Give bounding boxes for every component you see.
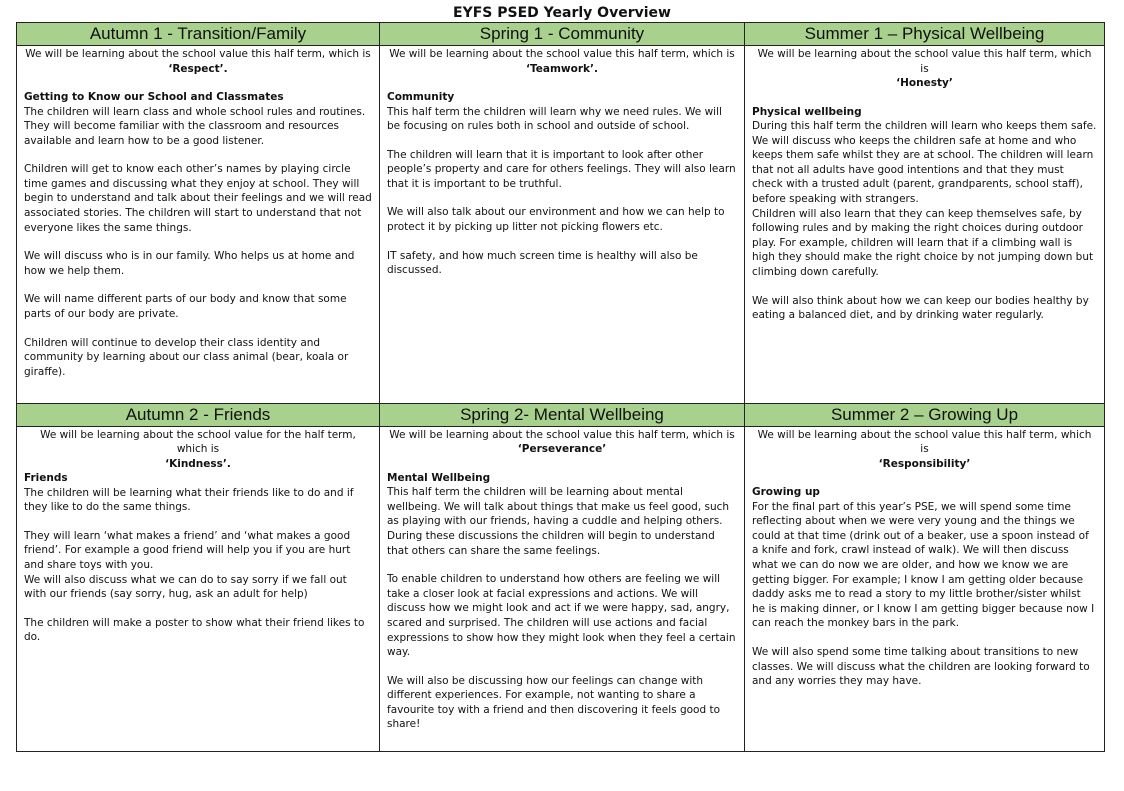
term-cell-summer-1 [745, 46, 1105, 404]
school-value: ‘Perseverance’ [517, 443, 607, 456]
term-header-spring-2: Spring 2- Mental Wellbeing [380, 403, 745, 426]
school-value: ‘Respect’. [168, 62, 228, 75]
term-cell-summer-2 [745, 426, 1105, 751]
paragraph: The children will make a poster to show what their friend likes to do. [24, 616, 365, 644]
content-row-1 [17, 46, 1105, 404]
paragraph: For the final part of this year’s PSE, we will spend some time reflecting about when we were very young and the things we could at that time (drink out of a beaker, use a spoon instead of a knife and fork, crawl instead of walk). We will then discuss what we can do now we are older, and how we know we are getting bigger. For example; I know I am getting older because daddy asks me to read a story to my little brother/sister whilst he is making dinner, or I know I am getting bigger because now I can reach the monkey bars in the park. [752, 500, 1095, 630]
paragraph: This half term the children will learn why we need rules. We will be focusing on rules both in school and outside of school. [387, 105, 722, 133]
paragraph: During this half term the children will learn who keeps them safe. We will discuss who keeps the children safe at home and who keeps them safe whilst they are at school. The children will learn that not all adults have good intentions and that they must check with a trusted adult (parent, grandparents, school staff), before speaking with strangers. [752, 120, 1097, 205]
school-value: ‘Responsibility’ [878, 457, 971, 470]
term-cell-spring-2 [380, 426, 745, 751]
term-cell-autumn-2 [17, 426, 380, 751]
paragraph: Children will get to know each other’s names by playing circle time games and discussing what they enjoy at school. They will begin to understand and talk about their feelings and we will read associated stories. The children will start to understand that not everyone likes the same things. [24, 163, 372, 234]
paragraph: We will also think about how we can keep our bodies healthy by eating a balanced diet, and by drinking water regularly. [752, 294, 1089, 322]
paragraph: To enable children to understand how others are feeling we will take a closer look at facial expressions and actions. We will discuss how we might look and act if we were happy, sad, angry, scared and surprised. The children will use actions and facial expressions to show how they might look when they feel a certain way. [387, 573, 736, 659]
topic-heading: Mental Wellbeing [387, 471, 491, 484]
school-value: ‘Honesty’ [896, 77, 953, 89]
paragraph: Children will continue to develop their class identity and community by learning about our class animal (bear, koala or giraffe). [24, 336, 349, 378]
term-cell-autumn-1 [17, 46, 380, 404]
school-value: ‘Kindness’. [165, 457, 231, 470]
paragraph: IT safety, and how much screen time is healthy will also be discussed. [387, 249, 698, 277]
content-row-2 [17, 426, 1105, 751]
paragraph: We will also discuss what we can do to say sorry if we fall out with our friends (say sorry, hug, ask an adult for help) [24, 573, 347, 601]
paragraph: We will also be discussing how our feelings can change with different experiences. For example, not wanting to share a favourite toy with a friend and then discovering it feels good to share! [387, 674, 721, 731]
paragraph: We will discuss who is in our family. Who helps us at home and how we help them. [24, 250, 355, 277]
school-value: ‘Teamwork’. [526, 62, 598, 75]
value-intro: We will be learning about the school value this half term, which is [757, 48, 1092, 75]
value-intro: We will be learning about the school value this half term, which is [389, 428, 735, 441]
overview-table [16, 22, 1105, 752]
paragraph: They will learn ‘what makes a friend’ and ‘what makes a good friend’. For example a good friend will help you if you are hurt and share toys with you. [24, 529, 351, 572]
paragraph: We will name different parts of our body and know that some parts of our body are private. [24, 293, 347, 321]
paragraph: The children will be learning what their friends like to do and if they like to do the same things. [24, 486, 354, 514]
term-cell-spring-1 [380, 46, 745, 404]
value-intro: We will be learning about the school value for the half term, which is [40, 428, 356, 456]
term-header-autumn-2: Autumn 2 - Friends [17, 403, 380, 426]
topic-heading: Growing up [752, 486, 820, 499]
paragraph: This half term the children will be learning about mental wellbeing. We will talk about things that make us feel good, such as playing with our friends, having a cuddle and helping others. During these discussions the children will begin to understand that others can share the same feelings. [387, 486, 730, 557]
value-intro: We will be learning about the school value this half term, which is [25, 48, 371, 60]
topic-heading: Community [387, 91, 455, 103]
term-header-autumn-1: Autumn 1 - Transition/Family [17, 23, 380, 46]
value-intro: We will be learning about the school value this half term, which is [757, 428, 1092, 456]
topic-heading: Physical wellbeing [752, 105, 862, 118]
term-header-spring-1: Spring 1 - Community [380, 23, 745, 46]
paragraph: The children will learn class and whole school rules and routines. They will become familiar with the classroom and resources available and learn how to be a good listener. [24, 105, 366, 147]
paragraph: We will also spend some time talking about transitions to new classes. We will discuss what the children are looking forward to and any worries they may have. [752, 646, 1090, 688]
value-intro: We will be learning about the school value this half term, which is [389, 48, 735, 60]
header-row-1 [17, 23, 1105, 46]
page-title: EYFS PSED Yearly Overview [453, 5, 671, 21]
topic-heading: Friends [24, 472, 68, 485]
term-header-summer-2: Summer 2 – Growing Up [745, 403, 1105, 426]
topic-heading: Getting to Know our School and Classmates [24, 91, 284, 103]
term-header-summer-1: Summer 1 – Physical Wellbeing [745, 23, 1105, 46]
paragraph: Children will also learn that they can keep themselves safe, by following rules and by making the right choices during outdoor play. For example, children will learn that if a climbing wall is high they should make the right choice by not jumping down but climbing down carefully. [752, 207, 1094, 278]
header-row-2 [17, 403, 1105, 426]
paragraph: We will also talk about our environment and how we can help to protect it by picking up litter not picking flowers etc. [387, 206, 725, 234]
paragraph: The children will learn that it is important to look after other people’s property and care for others feelings. They will also learn that it is important to be truthful. [387, 148, 736, 190]
